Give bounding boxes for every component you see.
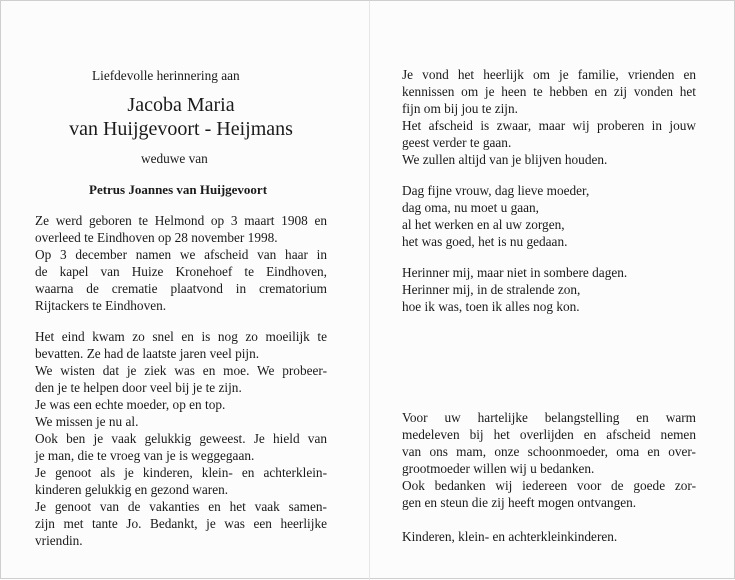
spouse-name: Petrus Joannes van Huijgevoort xyxy=(89,182,268,197)
text-line: gen en steun die zij heeft mogen ontvangen. xyxy=(402,495,637,510)
text-line: kennissen om je heen te hebben en zij vonden het xyxy=(402,84,696,99)
widow-of-text: weduwe van xyxy=(141,151,208,166)
text-line: overleed te Eindhoven op 28 november 1998. xyxy=(35,230,278,245)
text-line: Je was een echte moeder, op en top. xyxy=(35,397,226,412)
text-line: Je genoot van de vakanties en het vaak samen- xyxy=(35,499,327,514)
text-line: Op 3 december namen we afscheid van haar in xyxy=(35,247,327,262)
poem-line: Herinner mij, in de stralende zon, xyxy=(402,282,581,297)
family-paragraph xyxy=(402,66,696,168)
poem-line: dag oma, nu moet u gaan, xyxy=(402,200,539,215)
text-line: zijn met tante Jo. Bedankt, je was een heerlijke xyxy=(35,516,327,531)
poem-line: Dag fijne vrouw, dag lieve moeder, xyxy=(402,183,590,198)
text-line: Ze werd geboren te Helmond op 3 maart 1908 en xyxy=(35,213,327,228)
text-line: Je vond het heerlijk om je familie, vrienden en xyxy=(402,67,696,82)
text-line: We wisten dat je ziek was en moe. We probeer- xyxy=(35,363,327,378)
text-line: We missen je nu al. xyxy=(35,414,139,429)
text-line: We zullen altijd van je blijven houden. xyxy=(402,152,608,167)
poem-line: al het werken en al uw zorgen, xyxy=(402,217,565,232)
biography-block xyxy=(35,212,327,314)
text-line: Ook ben je vaak gelukkig geweest. Je hield van xyxy=(35,431,327,446)
text-line: Het afscheid is zwaar, maar wij proberen in jouw xyxy=(402,118,696,133)
text-line: Rijtackers te Eindhoven. xyxy=(35,298,167,313)
text-line: de kapel van Huize Kronehoef te Eindhoven, xyxy=(35,264,327,279)
poem-two xyxy=(402,264,696,315)
deceased-name-line1: Jacoba Maria xyxy=(127,94,235,116)
text-line: Je genoot als je kinderen, klein- en achterklein- xyxy=(35,465,327,480)
text-line: den je te helpen door veel bij je te zijn. xyxy=(35,380,242,395)
text-line: medeleven bij het overlijden en afscheid nemen xyxy=(402,427,696,442)
deceased-name-line2: van Huijgevoort - Heijmans xyxy=(69,118,293,140)
text-line: geest verder te gaan. xyxy=(402,135,512,150)
text-line: kinderen gelukkig en gezond waren. xyxy=(35,482,229,497)
text-line: grootmoeder willen wij u bedanken. xyxy=(402,461,595,476)
text-line: Ook bedanken wij iedereen voor de goede zor- xyxy=(402,478,696,493)
text-line: fijn om bij jou te zijn. xyxy=(402,101,518,116)
text-line: waarna de crematie plaatvond in crematorium xyxy=(35,281,327,296)
text-line: Het eind kwam zo snel en is nog zo moeilijk te xyxy=(35,329,327,344)
poem-line: Herinner mij, maar niet in sombere dagen. xyxy=(402,265,628,280)
thanks-paragraph xyxy=(402,409,696,511)
tribute-block xyxy=(35,328,327,549)
poem-line: hoe ik was, toen ik alles nog kon. xyxy=(402,299,580,314)
text-line: Voor uw hartelijke belangstelling en warm xyxy=(402,410,696,425)
poem-line: het was goed, het is nu gedaan. xyxy=(402,234,568,249)
fold-line xyxy=(369,1,370,580)
text-line: je man, die te vroeg van je is weggegaan. xyxy=(35,448,255,463)
text-line: van ons mam, onze schoonmoeder, oma en over- xyxy=(402,444,696,459)
text-line: bevatten. Ze had de laatste jaren veel pijn. xyxy=(35,346,260,361)
text-line: vriendin. xyxy=(35,533,83,548)
poem-one xyxy=(402,182,696,250)
intro-text: Liefdevolle herinnering aan xyxy=(92,68,240,83)
signature: Kinderen, klein- en achterkleinkinderen. xyxy=(402,529,618,544)
